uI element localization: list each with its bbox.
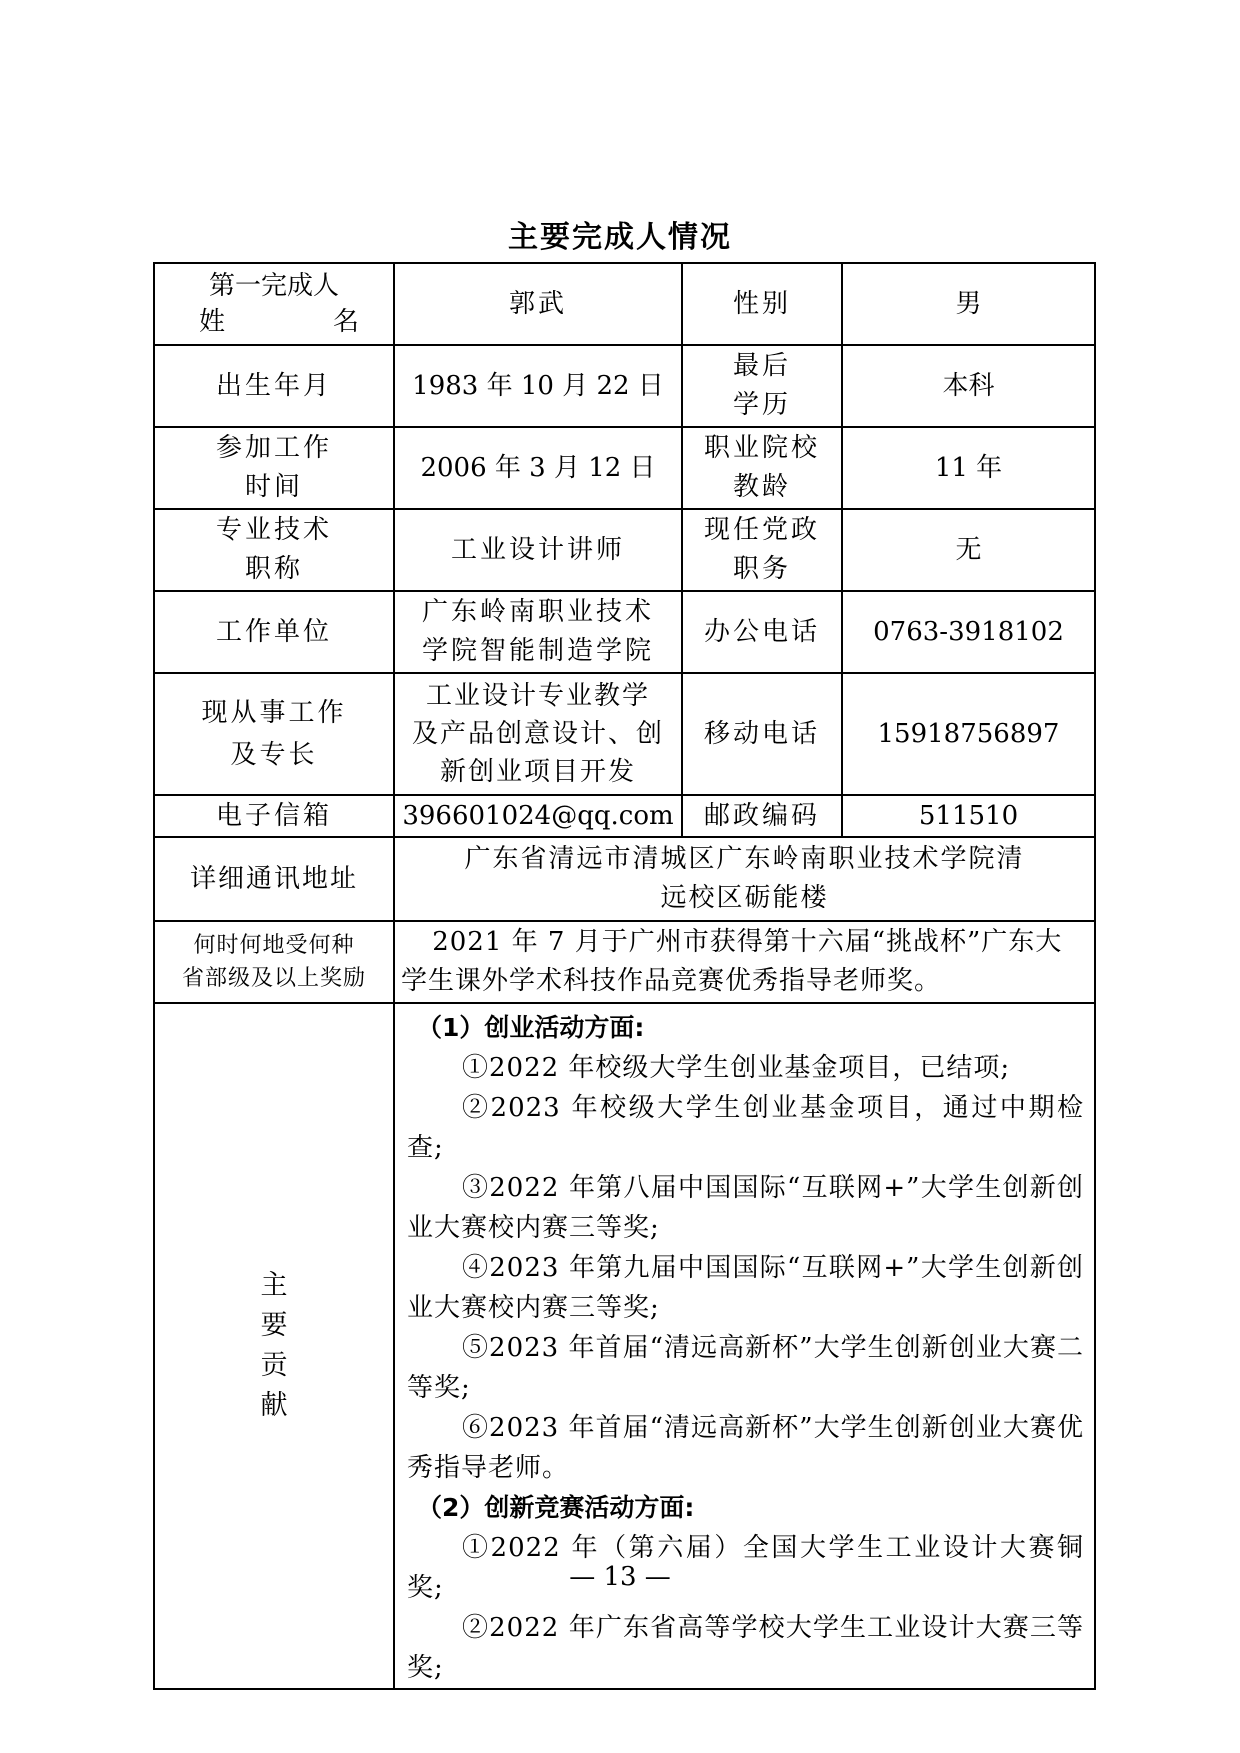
list-item: ②2022 年广东省高等学校大学生工业设计大赛三等奖; <box>407 1613 1084 1683</box>
table-row <box>154 921 1095 1003</box>
list-item: ①2022 年（第六届）全国大学生工业设计大赛铜奖; <box>407 1533 1084 1603</box>
label-text: 第一完成人 <box>208 271 339 301</box>
value-education: 本科 <box>842 345 1095 427</box>
value-text: 新创业项目开发 <box>439 757 636 787</box>
label-text: 职称 <box>244 554 303 584</box>
label-text: 学历 <box>732 390 791 420</box>
label-first-author <box>154 263 394 345</box>
label-birth: 出生年月 <box>154 345 394 427</box>
label-text: 教龄 <box>732 472 791 502</box>
value-text: 学院智能制造学院 <box>421 636 654 666</box>
value-party-post: 无 <box>842 509 1095 591</box>
label-text: 名 <box>332 307 359 337</box>
table-row <box>154 795 1095 837</box>
label-char: 主 <box>260 1270 288 1301</box>
label-party-post <box>682 509 842 591</box>
table-row <box>154 673 1095 795</box>
page-title: 主要完成人情况 <box>508 220 732 255</box>
value-title: 工业设计讲师 <box>394 509 682 591</box>
table-row <box>154 427 1095 509</box>
label-employer: 工作单位 <box>154 591 394 673</box>
label-text: 省部级及以上奖励 <box>181 966 366 991</box>
value-email: 396601024@qq.com <box>394 795 682 837</box>
label-education <box>682 345 842 427</box>
label-text: 职务 <box>732 554 791 584</box>
value-teaching-years: 11 年 <box>842 427 1095 509</box>
value-text: 工业设计专业教学 <box>425 681 650 711</box>
label-email: 电子信箱 <box>154 795 394 837</box>
label-awards <box>154 921 394 1003</box>
section-heading: （1）创业活动方面: <box>417 1013 645 1042</box>
section-heading: （2）创新竞赛活动方面: <box>417 1493 695 1522</box>
value-text: 广东岭南职业技术 <box>421 597 654 627</box>
value-text: 及产品创意设计、创 <box>411 719 664 749</box>
list-item: ⑤2023 年首届“清远高新杯”大学生创新创业大赛二等奖; <box>407 1333 1084 1403</box>
value-birth: 1983 年 10 月 22 日 <box>394 345 682 427</box>
list-item: ①2022 年校级大学生创业基金项目，已结项; <box>462 1053 1011 1083</box>
label-text: 何时何地受何种 <box>193 933 355 958</box>
table-row <box>154 345 1095 427</box>
label-name <box>161 304 387 340</box>
personnel-table <box>153 262 1096 1690</box>
label-text: 最后 <box>732 351 791 381</box>
value-postcode: 511510 <box>842 795 1095 837</box>
label-text: 现任党政 <box>703 515 820 545</box>
label-char: 要 <box>260 1310 288 1341</box>
label-title <box>154 509 394 591</box>
label-text: 参加工作 <box>215 433 332 463</box>
label-char: 献 <box>260 1390 288 1421</box>
table-row <box>154 509 1095 591</box>
list-item: ④2023 年第九届中国国际“互联网+”大学生创新创业大赛校内赛三等奖; <box>407 1253 1084 1323</box>
label-work-start <box>154 427 394 509</box>
value-mobile-phone: 15918756897 <box>842 673 1095 795</box>
table-row <box>154 837 1095 921</box>
value-name: 郭武 <box>394 263 682 345</box>
label-office-phone: 办公电话 <box>682 591 842 673</box>
label-gender: 性别 <box>682 263 842 345</box>
label-text: 职业院校 <box>703 433 820 463</box>
list-item: ③2022 年第八届中国国际“互联网+”大学生创新创业大赛校内赛三等奖; <box>407 1173 1084 1243</box>
value-work-start: 2006 年 3 月 12 日 <box>394 427 682 509</box>
label-text: 专业技术 <box>215 515 332 545</box>
label-text: 时间 <box>244 472 303 502</box>
page-number: — 13 — <box>569 1562 671 1592</box>
label-text: 现从事工作 <box>201 698 347 728</box>
label-address: 详细通讯地址 <box>154 837 394 921</box>
list-item: ②2023 年校级大学生创业基金项目，通过中期检查; <box>407 1093 1084 1163</box>
label-teaching-years <box>682 427 842 509</box>
value-awards: 2021 年 7 月于广州市获得第十六届“挑战杯”广东大学生课外学术科技作品竞赛优秀指导老师奖。 <box>394 921 1095 1003</box>
list-item: ⑥2023 年首届“清远高新杯”大学生创新创业大赛优秀指导老师。 <box>407 1413 1084 1483</box>
table-row <box>154 591 1095 673</box>
label-mobile-phone: 移动电话 <box>682 673 842 795</box>
value-text: 广东省清远市清城区广东岭南职业技术学院清 <box>464 844 1025 874</box>
value-address <box>394 837 1095 921</box>
label-current-work <box>154 673 394 795</box>
table-row <box>154 263 1095 345</box>
label-char: 贡 <box>260 1350 288 1381</box>
value-office-phone: 0763-3918102 <box>842 591 1095 673</box>
value-text: 远校区砺能楼 <box>660 883 829 913</box>
value-current-work <box>394 673 682 795</box>
label-text: 姓 <box>199 307 226 337</box>
label-text: 及专长 <box>230 740 318 770</box>
label-postcode: 邮政编码 <box>682 795 842 837</box>
value-gender: 男 <box>842 263 1095 345</box>
value-employer <box>394 591 682 673</box>
